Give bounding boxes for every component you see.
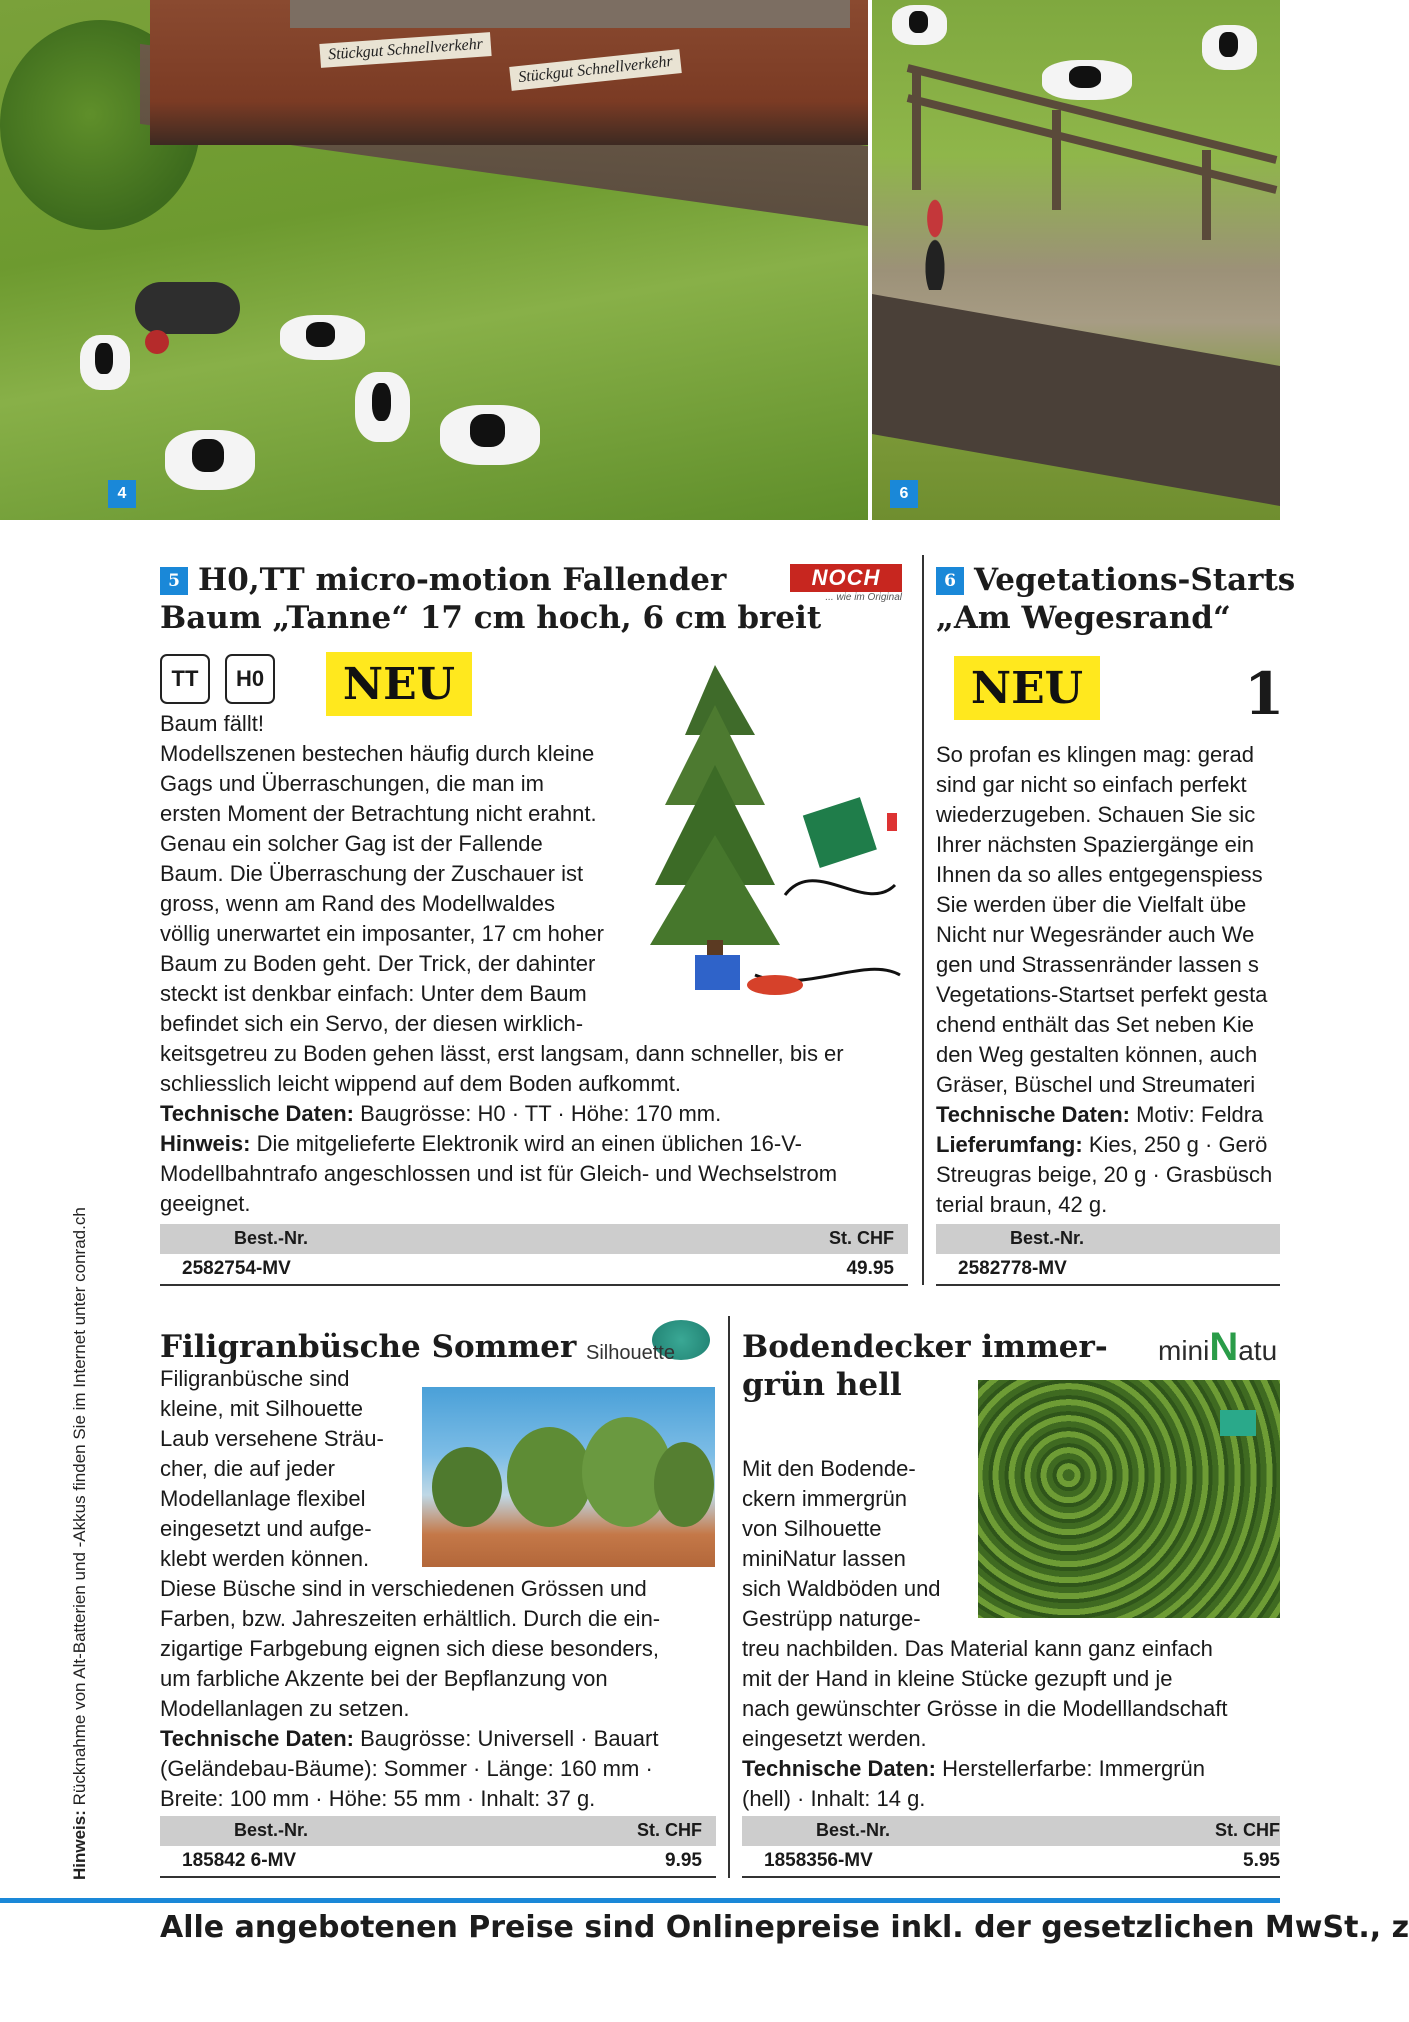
body-line: wiederzugeben. Schauen Sie sic — [936, 802, 1256, 827]
product-5-title-line2: Baum „Tanne“ 17 cm hoch, 6 cm breit — [160, 600, 822, 636]
tech-data-line: (hell) · Inhalt: 14 g. — [742, 1786, 926, 1811]
tech-data-text: Motiv: Feldra — [1136, 1102, 1264, 1127]
mininatur-logo-suffix: atu — [1238, 1335, 1278, 1366]
product-5-title — [160, 561, 822, 637]
body-line: Mit den Bodende- — [742, 1456, 916, 1481]
column-divider — [922, 555, 924, 1285]
wagon-sign-2: Stückgut Schnellverkehr — [509, 49, 682, 91]
price: 49.95 — [846, 1258, 894, 1279]
cow-figure — [165, 430, 255, 490]
body-line: Baum. Die Überraschung der Zuschauer ist — [160, 861, 584, 886]
body-line: cher, die auf jeder — [160, 1456, 335, 1481]
bodendecker-description — [742, 1454, 1280, 1814]
body-line: Ihnen da so alles entgegenspiess — [936, 862, 1263, 887]
body-line: sich Waldböden und — [742, 1576, 941, 1601]
note-label: Hinweis: — [160, 1131, 251, 1156]
body-line: völlig unerwartet ein imposanter, 17 cm hoher — [160, 921, 604, 946]
body-line: klebt werden können. — [160, 1546, 370, 1571]
cow-figure — [1202, 25, 1257, 70]
order-number-header: Best.-Nr. — [234, 1820, 309, 1840]
side-note-label: Hinweis: — [70, 1810, 89, 1880]
body-line: Vegetations-Startset perfekt gesta — [936, 982, 1268, 1007]
side-note — [70, 1020, 94, 1880]
body-line: Modellszenen bestechen häufig durch kleine — [160, 741, 595, 766]
price-header: St. CHF — [829, 1228, 894, 1248]
tech-data-label: Technische Daten: — [936, 1102, 1130, 1127]
product-5-title-line1: H0,TT micro-motion Fallender — [198, 562, 727, 598]
dark-ballast — [872, 294, 1280, 506]
body-line: ckern immergrün — [742, 1486, 908, 1511]
body-line: Baum fällt! — [160, 711, 264, 736]
body-line: miniNatur lassen — [742, 1546, 906, 1571]
tech-data-line: Breite: 100 mm · Höhe: 55 mm · Inhalt: 37 g. — [160, 1786, 596, 1811]
noch-logo-tagline: ... wie im Original — [825, 592, 902, 603]
tech-data-label: Technische Daten: — [160, 1101, 354, 1126]
size-tag — [1220, 1410, 1256, 1436]
footer-rule — [0, 1898, 1280, 1903]
tech-data-text: Baugrösse: H0 · TT · Höhe: 170 mm. — [360, 1101, 722, 1126]
price: 5.95 — [1243, 1850, 1280, 1871]
scope-line: terial braun, 42 g. — [936, 1192, 1108, 1217]
body-line: Modellanlage flexibel — [160, 1486, 366, 1511]
cow-figure — [1042, 60, 1132, 100]
product-6-title-line2: „Am Wegesrand“ — [936, 600, 1231, 636]
body-line: Filigranbüsche sind — [160, 1366, 350, 1391]
tech-data-line: Herstellerfarbe: Immergrün — [942, 1756, 1205, 1781]
bodendecker-title-line1: Bodendecker immer- — [742, 1329, 1108, 1365]
side-note-text: Rücknahme von Alt-Batterien und -Akkus finden Sie im Internet unter conrad.ch — [70, 1207, 89, 1806]
scale-badge-h0: H0 — [225, 654, 275, 704]
wagon-sign-1: Stückgut Schnellverkehr — [319, 32, 491, 68]
body-line: Gräser, Büschel und Streumateri — [936, 1072, 1256, 1097]
tech-data-label: Technische Daten: — [160, 1726, 354, 1751]
price-header: St. CHF — [637, 1820, 702, 1840]
body-line: Genau ein solcher Gag ist der Fallende — [160, 831, 543, 856]
order-number-header: Best.-Nr. — [1010, 1228, 1085, 1248]
fence-post — [912, 70, 921, 190]
note-line: Modellbahntrafo angeschlossen und ist für Gleich- und Wechselstrom — [160, 1161, 838, 1186]
order-row — [936, 1254, 1280, 1286]
body-line: gross, wenn am Rand des Modellwaldes — [160, 891, 555, 916]
body-line: Baum zu Boden geht. Der Trick, der dahinter — [160, 951, 596, 976]
body-line: zigartige Farbgebung eignen sich diese besonders, — [160, 1636, 659, 1661]
body-line: kleine, mit Silhouette — [160, 1396, 363, 1421]
scope-line: Kies, 250 g · Gerö — [1088, 1132, 1268, 1157]
body-line: Ihrer nächsten Spaziergänge ein — [936, 832, 1254, 857]
tech-data-line: (Geländebau-Bäume): Sommer · Länge: 160 mm · — [160, 1756, 653, 1781]
product-number-badge: 5 — [160, 567, 188, 595]
body-line: Farben, bzw. Jahreszeiten erhältlich. Durch die ein- — [160, 1606, 661, 1631]
body-line: Nicht nur Wegesränder auch We — [936, 922, 1255, 947]
fence-post — [1202, 150, 1211, 240]
body-line: Gestrüpp naturge- — [742, 1606, 921, 1631]
price-fragment: 1 — [1244, 660, 1285, 728]
cyclist-figure — [905, 180, 965, 290]
body-line: befindet sich ein Servo, der diesen wirklich- — [160, 1011, 584, 1036]
product-6-description — [936, 740, 1280, 1220]
body-line: von Silhouette — [742, 1516, 882, 1541]
cow-figure — [440, 405, 540, 465]
body-line: So profan es klingen mag: gerad — [936, 742, 1254, 767]
image-number-6: 6 — [890, 480, 918, 508]
order-row — [160, 1254, 908, 1286]
scope-line: Streugras beige, 20 g · Grasbüsch — [936, 1162, 1273, 1187]
price: 9.95 — [665, 1850, 702, 1871]
body-line: treu nachbilden. Das Material kann ganz einfach — [742, 1636, 1213, 1661]
body-line: keitsgetreu zu Boden gehen lässt, erst langsam, dann schneller, bis er — [160, 1041, 844, 1066]
footer-price-note: Alle angebotenen Preise sind Onlinepreise inkl. der gesetzlichen MwSt., z — [160, 1910, 1409, 1945]
column-divider — [728, 1316, 730, 1878]
order-number: 2582754-MV — [182, 1258, 291, 1279]
body-line: eingesetzt werden. — [742, 1726, 927, 1751]
product-5-description — [160, 709, 902, 1219]
body-line: Sie werden über die Vielfalt übe — [936, 892, 1247, 917]
body-line: Modellanlagen zu setzen. — [160, 1696, 410, 1721]
order-table-header — [936, 1224, 1280, 1254]
body-line: nach gewünschter Grösse in die Modelllandschaft — [742, 1696, 1228, 1721]
body-line: Gags und Überraschungen, die man im — [160, 771, 544, 796]
mininatur-logo-n: N — [1209, 1325, 1239, 1369]
order-number-header: Best.-Nr. — [816, 1820, 891, 1840]
product-6-title — [936, 561, 1295, 637]
cow-figure — [280, 315, 365, 360]
body-line: eingesetzt und aufge- — [160, 1516, 372, 1541]
train-roof — [290, 0, 850, 28]
silhouette-logo-text: Silhouette — [586, 1342, 675, 1364]
note-line: geeignet. — [160, 1191, 251, 1216]
noch-logo-mark: NOCH — [790, 564, 902, 592]
scale-badge-tt: TT — [160, 654, 210, 704]
mininatur-logo-prefix: mini — [1158, 1335, 1210, 1366]
body-line: chend enthält das Set neben Kie — [936, 1012, 1255, 1037]
bodendecker-title-line2: grün hell — [742, 1367, 902, 1403]
new-badge: NEU — [326, 652, 472, 716]
cow-figure — [892, 5, 947, 45]
scope-label: Lieferumfang: — [936, 1132, 1083, 1157]
mininatur-logo — [1158, 1325, 1277, 1370]
body-line: Diese Büsche sind in verschiedenen Grössen und — [160, 1576, 647, 1601]
body-line: den Weg gestalten können, auch — [936, 1042, 1258, 1067]
order-number-header: Best.-Nr. — [234, 1228, 309, 1248]
filigranbuesche-description — [160, 1364, 720, 1814]
order-table-header — [160, 1224, 908, 1254]
body-line: um farbliche Akzente bei der Bepflanzung von — [160, 1666, 608, 1691]
body-line: mit der Hand in kleine Stücke gezupft und je — [742, 1666, 1173, 1691]
body-line: ersten Moment der Betrachtung nicht erahnt. — [160, 801, 597, 826]
order-row — [160, 1846, 716, 1878]
order-row — [742, 1846, 1280, 1878]
order-table-header — [742, 1816, 1280, 1846]
order-number: 185842 6-MV — [182, 1850, 297, 1871]
fence-post — [1052, 110, 1061, 210]
price-header: St. CHF — [1215, 1820, 1280, 1840]
filigranbuesche-title: Filigranbüsche Sommer — [160, 1329, 577, 1365]
noch-logo — [790, 564, 902, 612]
image-number-4: 4 — [108, 480, 136, 508]
order-table-header — [160, 1816, 716, 1846]
note-line: Die mitgelieferte Elektronik wird an einen üblichen 16-V- — [256, 1131, 802, 1156]
order-number: 2582778-MV — [958, 1258, 1067, 1279]
trailer-wheel — [145, 330, 169, 354]
body-line: steckt ist denkbar einfach: Unter dem Baum — [160, 981, 587, 1006]
tank-trailer — [135, 282, 240, 334]
order-number: 1858356-MV — [764, 1850, 873, 1871]
cow-figure — [355, 372, 410, 442]
product-6-title-line1: Vegetations-Starts — [974, 562, 1296, 598]
tech-data-line: Baugrösse: Universell · Bauart — [360, 1726, 659, 1751]
new-badge: NEU — [954, 656, 1100, 720]
tech-data-label: Technische Daten: — [742, 1756, 936, 1781]
body-line: Laub versehene Sträu- — [160, 1426, 384, 1451]
product-number-badge: 6 — [936, 567, 964, 595]
body-line: schliesslich leicht wippend auf dem Boden aufkommt. — [160, 1071, 681, 1096]
body-line: sind gar nicht so einfach perfekt — [936, 772, 1247, 797]
cow-figure — [80, 335, 130, 390]
body-line: gen und Strassenränder lassen s — [936, 952, 1259, 977]
photo-cows-meadow — [0, 0, 868, 520]
